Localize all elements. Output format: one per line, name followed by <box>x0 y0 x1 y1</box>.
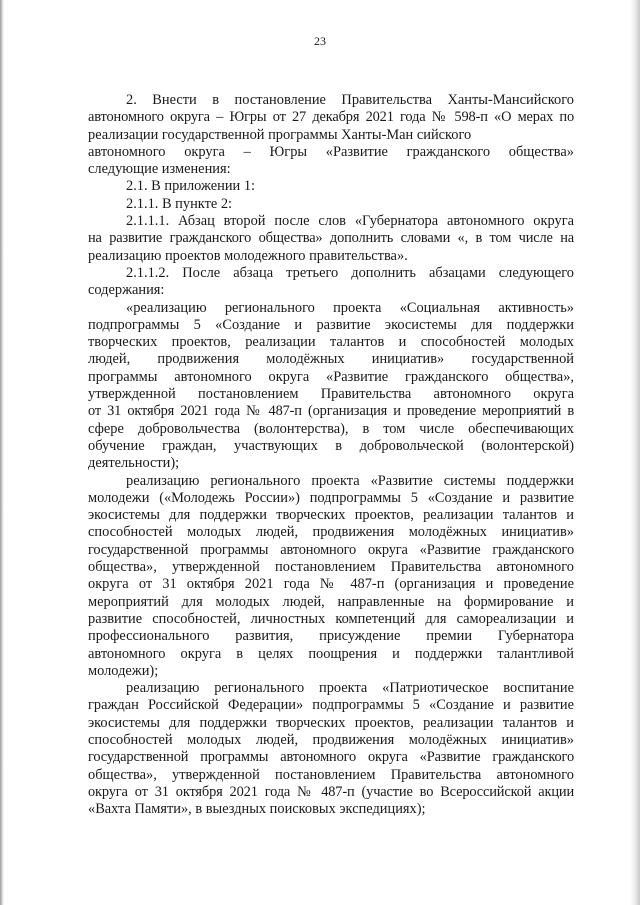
text-line: автономного округа – Югры «Развитие гражданского общества» <box>88 143 574 160</box>
text-line: деятельности); <box>88 455 180 472</box>
text-line: реализации государственной программы Ханты-Ман сийского <box>88 126 472 143</box>
text-line: «Вахта Памяти», в выездных поисковых экспедициях); <box>88 801 426 818</box>
text-line: обучение граждан, участвующих в добровольческой (волонтерской) <box>88 437 574 454</box>
text-line: округа от 31 октября 2021 года № 487-п (участие во Всероссийской акции <box>88 783 574 800</box>
text-line: сфере добровольчества (волонтерства), в том числе обеспечивающих <box>88 420 574 437</box>
text-line: людей, продвижения молодёжных инициатив» государственной <box>88 351 574 368</box>
text-line: экосистемы для поддержки творческих проектов, реализации талантов и <box>88 507 574 524</box>
text-line: содержания: <box>88 282 165 299</box>
text-line: от 31 октября 2021 года № 487-п (организация и проведение мероприятий в <box>88 403 574 420</box>
text-line: утвержденной постановлением Правительства автономного округа <box>88 386 574 403</box>
text-line: мероприятий для молодых людей, направленные на формирование и <box>88 593 574 610</box>
text-line: 2.1.1.2. После абзаца третьего дополнить абзацами следующего <box>126 264 574 281</box>
text-line: автономного округа в целях поощрения и поддержки талантливой <box>88 645 574 662</box>
text-line: развитие способностей, личностных компетенций для самореализации и <box>88 610 574 627</box>
text-line: экосистемы для поддержки творческих проектов, реализации талантов и <box>88 714 574 731</box>
text-line: общества», утвержденной постановлением Правительства автономного <box>88 766 574 783</box>
scan-edge-left <box>0 0 4 905</box>
text-line: подпрограммы 5 «Создание и развитие экосистемы для поддержки <box>88 316 574 333</box>
text-line: реализацию регионального проекта «Развитие системы поддержки <box>126 472 574 489</box>
text-line: «реализацию регионального проекта «Социальная активность» <box>126 299 574 316</box>
text-line: молодежи); <box>88 662 159 679</box>
text-line: граждан Российской Федерации» подпрограммы 5 «Создание и развитие <box>88 697 574 714</box>
text-line: 2.1.1.1. Абзац второй после слов «Губернатора автономного округа <box>126 213 574 230</box>
text-line: на развитие гражданского общества» дополнить словами «, в том числе на <box>88 230 574 247</box>
text-line: следующие изменения: <box>88 161 231 178</box>
text-line: государственной программы автономного округа «Развитие гражданского <box>88 749 574 766</box>
text-line: 2.1.1. В пункте 2: <box>126 195 233 212</box>
text-line: округа от 31 октября 2021 года № 487-п (организация и проведение <box>88 576 574 593</box>
text-line: способностей молодых людей, продвижения молодёжных инициатив» <box>88 731 574 748</box>
text-line: реализацию регионального проекта «Патриотическое воспитание <box>126 680 574 697</box>
text-line: государственной программы автономного округа «Развитие гражданского <box>88 541 574 558</box>
document-body <box>88 92 574 818</box>
text-line: способностей молодых людей, продвижения молодёжных инициатив» <box>88 524 574 541</box>
text-line: творческих проектов, реализации талантов и способностей молодых <box>88 334 574 351</box>
text-line: 2.1. В приложении 1: <box>126 178 256 195</box>
text-line: общества», утвержденной постановлением Правительства автономного <box>88 559 574 576</box>
text-line: реализацию проектов молодежного правительства». <box>88 247 408 264</box>
text-line: программы автономного округа «Развитие гражданского общества», <box>88 368 574 385</box>
text-line: молодежи («Молодежь России») подпрограммы 5 «Создание и развитие <box>88 489 574 506</box>
text-line: 2. Внести в постановление Правительства Ханты-Мансийского <box>126 92 574 108</box>
text-line: профессионального развития, присуждение премии Губернатора <box>88 628 574 645</box>
page-number: 23 <box>314 34 326 48</box>
text-line: автономного округа – Югры от 27 декабря 2021 года № 598-п «О мерах по <box>88 109 574 126</box>
scan-edge-right <box>630 0 640 905</box>
